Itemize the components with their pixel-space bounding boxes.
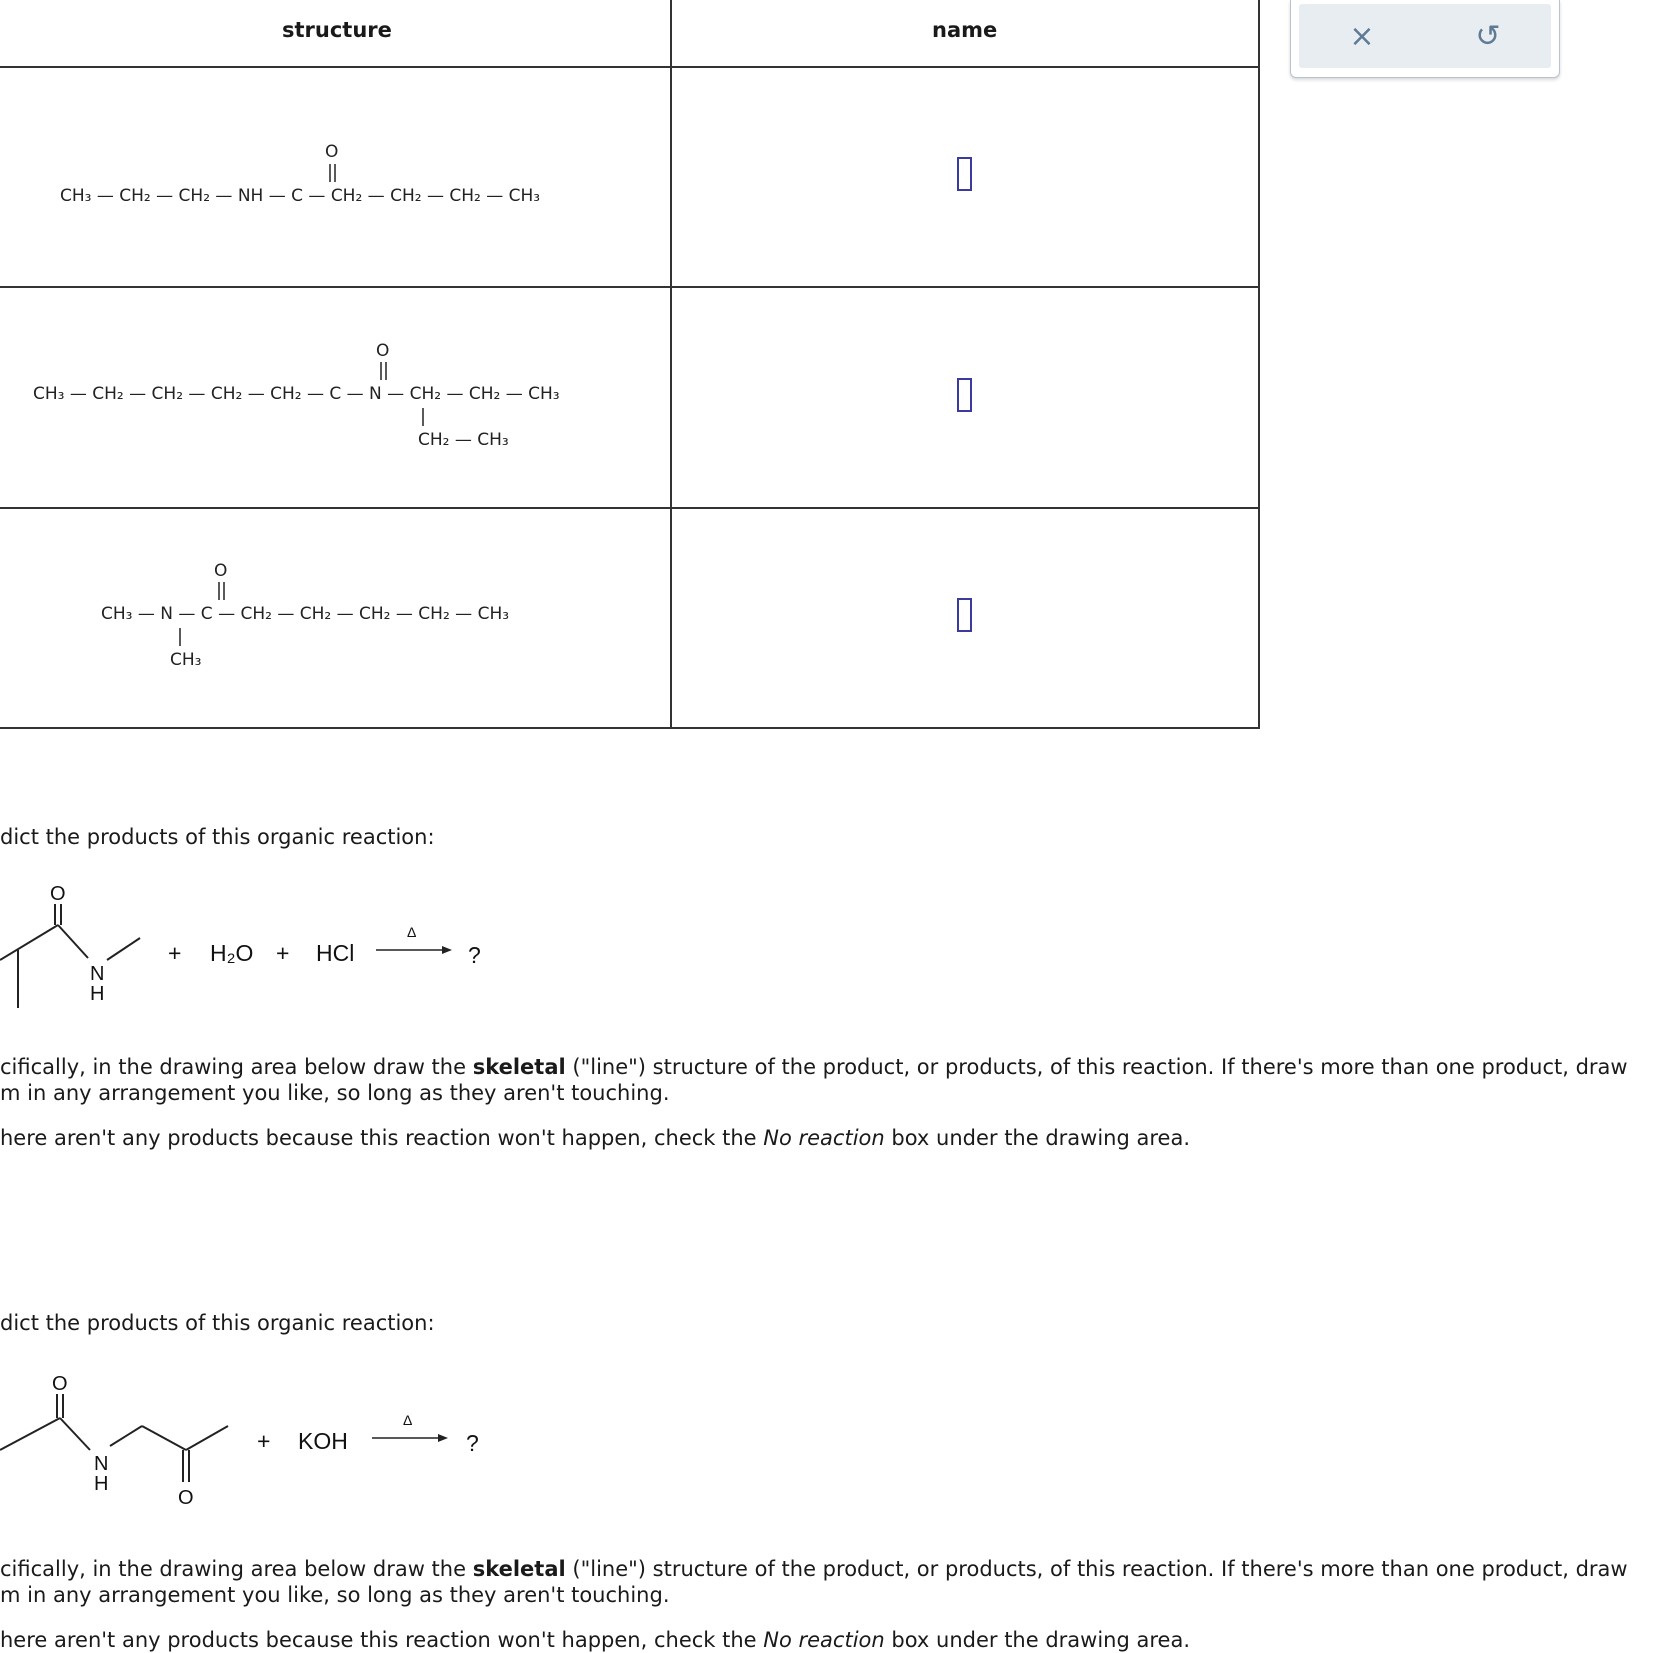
instruction-text: cifically, in the drawing area below draw the (0, 1557, 473, 1581)
plus-sign: + (257, 1428, 271, 1454)
instruction-text: box under the drawing area. (884, 1126, 1190, 1150)
instruction-text: here aren't any products because this reaction won't happen, check the (0, 1628, 764, 1652)
carbonyl-oxygen-label: O (50, 883, 66, 905)
instructions-line-2: m in any arrangement you like, so long as they aren't touching. (0, 1081, 670, 1105)
undo-button[interactable] (1425, 4, 1551, 68)
column-header-name: name (932, 18, 998, 42)
nitrogen-label: N (94, 1453, 109, 1475)
substituent-formula: CH₂ — CH₃ (418, 430, 509, 450)
instruction-bold: skeletal (472, 1557, 566, 1581)
product-question-mark: ? (466, 1430, 479, 1456)
reaction-arrow-icon (372, 1432, 448, 1444)
instruction-text: ("line") structure of the product, or products, of this reaction. If there's more than one product, draw (565, 1557, 1628, 1581)
table-rule (0, 66, 1260, 68)
double-bond (377, 362, 391, 382)
double-bond (326, 164, 340, 184)
name-answer-box[interactable] (957, 378, 972, 412)
reagent-koh: KOH (298, 1428, 348, 1454)
instructions-line-3 (0, 1125, 1190, 1151)
plus-sign: + (168, 940, 182, 966)
plus-sign: + (276, 940, 290, 966)
reagent-water: H₂O (210, 940, 254, 966)
table-rule (670, 0, 672, 729)
substituent-formula: CH₃ (170, 650, 202, 670)
undo-icon: ↺ (1475, 18, 1501, 54)
instructions-line-1 (0, 1054, 1628, 1080)
carbonyl-oxygen: O (376, 341, 390, 361)
instructions-line-2: m in any arrangement you like, so long as they aren't touching. (0, 1583, 670, 1607)
instruction-italic: No reaction (763, 1628, 885, 1652)
single-bond (177, 628, 183, 648)
hydrogen-label: H (90, 983, 105, 1005)
heat-symbol: Δ (403, 1412, 413, 1428)
answer-toolbar (1290, 0, 1560, 78)
instruction-bold: skeletal (472, 1055, 566, 1079)
hydrogen-label: H (94, 1473, 109, 1495)
toolbar-button-group (1299, 4, 1551, 68)
reagent-hcl: HCl (316, 940, 355, 966)
reactant-imide-structure (0, 1370, 240, 1520)
name-answer-box[interactable] (957, 598, 972, 632)
table-rule (0, 727, 1260, 729)
clear-button[interactable] (1299, 4, 1425, 68)
structure-formula: CH₃ — CH₂ — CH₂ — NH — C — CH₂ — CH₂ — CH₂ — CH₃ (60, 186, 541, 206)
instructions-line-3 (0, 1627, 1190, 1653)
double-bond (215, 582, 229, 602)
single-bond (420, 408, 426, 428)
instruction-text: here aren't any products because this reaction won't happen, check the (0, 1126, 764, 1150)
table-rule (0, 507, 1260, 509)
instruction-italic: No reaction (763, 1126, 885, 1150)
instruction-text: box under the drawing area. (884, 1628, 1190, 1652)
carbonyl-oxygen: O (325, 142, 339, 162)
instruction-text: ("line") structure of the product, or products, of this reaction. If there's more than one product, draw (565, 1055, 1628, 1079)
close-icon: × (1349, 18, 1375, 54)
instructions-line-1 (0, 1556, 1628, 1582)
table-rule (1258, 0, 1260, 729)
table-rule (0, 286, 1260, 288)
question-prompt: dict the products of this organic reaction: (0, 825, 435, 849)
structure-formula: CH₃ — CH₂ — CH₂ — CH₂ — CH₂ — C — N — CH₂ — CH₂ — CH₃ (33, 384, 560, 404)
nitrogen-label: N (90, 963, 105, 985)
structure-formula: CH₃ — N — C — CH₂ — CH₂ — CH₂ — CH₂ — CH₃ (101, 604, 510, 624)
name-answer-box[interactable] (957, 157, 972, 191)
question-prompt: dict the products of this organic reaction: (0, 1311, 435, 1335)
reactant-amide-structure (0, 880, 160, 1020)
reaction-arrow-icon (376, 944, 452, 956)
product-question-mark: ? (468, 942, 481, 968)
carbonyl-oxygen: O (214, 561, 228, 581)
column-header-structure: structure (282, 18, 392, 42)
carbonyl-oxygen-label: O (178, 1487, 194, 1509)
carbonyl-oxygen-label: O (52, 1373, 68, 1395)
instruction-text: cifically, in the drawing area below draw the (0, 1055, 473, 1079)
heat-symbol: Δ (407, 924, 417, 940)
